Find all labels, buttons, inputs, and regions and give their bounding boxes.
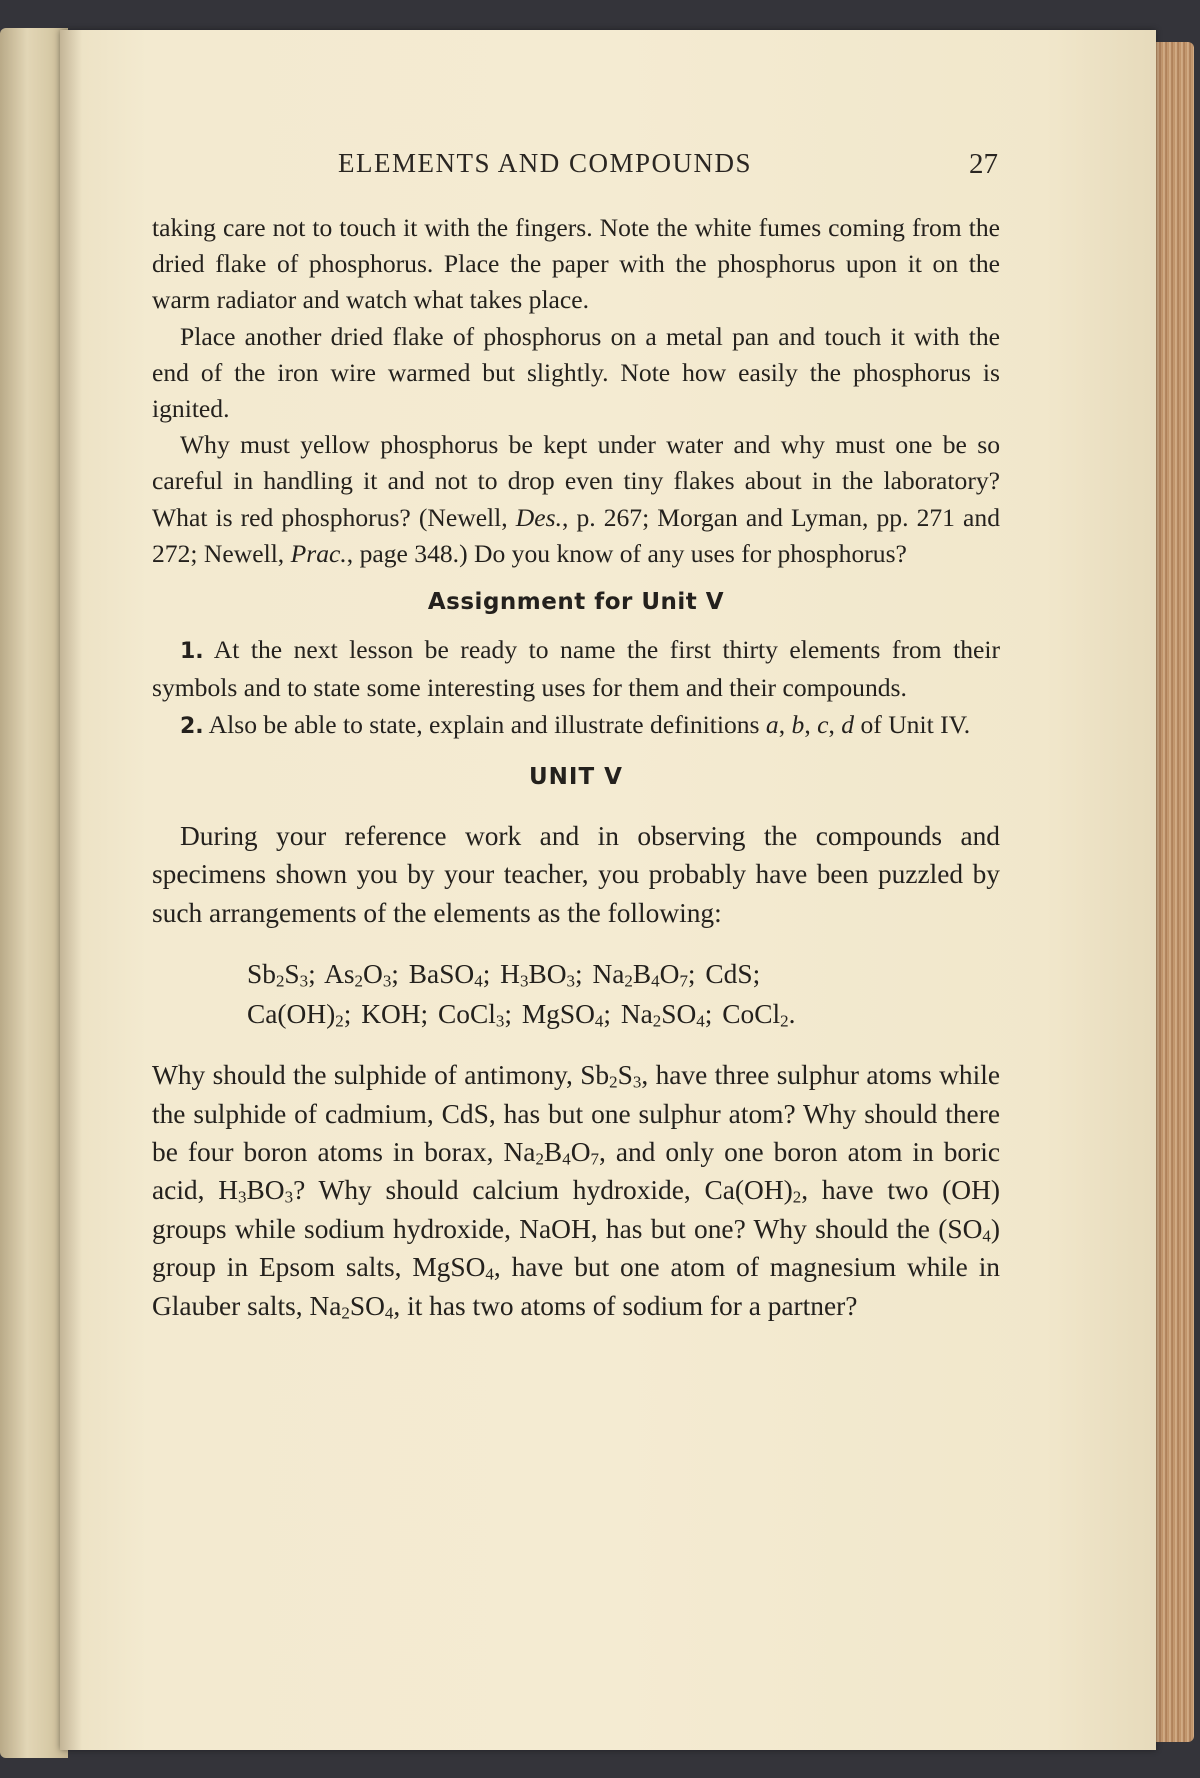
definition-c: c	[817, 709, 829, 739]
closing-text-4: ? Why should calcium hydroxide,	[293, 1175, 705, 1206]
p3-citation-des: Des.	[515, 502, 562, 532]
p3-citation-prac: Prac.	[290, 538, 347, 568]
p3-text-a: Why must yellow phosphorus be kept under water and why must one be so careful in handling it and not to drop even tiny flakes about in the laboratory? What is red phosphorus? (Newell,	[152, 430, 1000, 532]
definition-d: d	[841, 709, 855, 739]
formula: $As_2O_3$	[324, 959, 392, 991]
item-2-text: Also be able to state, explain and illustrate definitions	[208, 709, 760, 739]
running-head: ELEMENTS AND COMPOUNDS	[338, 148, 753, 178]
formula: CoCl$_2$	[722, 999, 789, 1031]
formula: MgSO$_4$	[521, 999, 604, 1031]
assignment-item-2: 2. Also be able to state, explain and illustrate definitions a, b, c, d of Unit IV.	[180, 709, 971, 739]
formula-row-1: $Sb_2S_3$; $As_2O_3$; BaSO$_4$; $H_3BO_3$; $Na_2B_4O_7$; CdS;	[247, 959, 761, 991]
closing-text-3: , and only one boron atom in boric acid,	[152, 1137, 1001, 1206]
assignment-item-1	[152, 632, 1000, 706]
p3-text-c: , p. 267; Morgan and Lyman, pp. 271 and 272; Newell,	[152, 502, 1000, 568]
paragraph-2: Place another dried flake of phosphorus on a metal pan and touch it with the end of the iron wire warmed but slightly. Note how easily the phosphorus is ignited.	[152, 321, 1000, 424]
assignment-heading: Assignment for Unit V	[427, 589, 725, 616]
formula: $Sb_2S_3$	[247, 959, 309, 991]
closing-text-8: , it has two atoms of sodium for a partner?	[393, 1290, 858, 1321]
definition-b: b	[791, 709, 805, 739]
item-1-number: 1.	[180, 639, 204, 665]
formula: BaSO$_4$	[408, 959, 483, 991]
formula: $Na_2B_4O_7$	[592, 959, 688, 991]
fore-edge	[1150, 42, 1194, 1742]
closing-text-7: , have but one atom of magnesium while in Glauber salts,	[152, 1252, 1000, 1321]
formula-list	[247, 954, 1000, 1034]
paragraph-3	[152, 427, 1000, 572]
item-1-text: At the next lesson be ready to name the first thirty elements from their symbols and to state some interesting uses for them and their compounds.	[152, 635, 1000, 703]
formula-inline: $Ca(OH)_2$	[704, 1175, 802, 1208]
formula: KOH	[361, 999, 421, 1030]
page-gutter-shadow	[60, 30, 82, 1750]
formula-inline: $H_3BO_3$	[218, 1175, 294, 1208]
p3-text-e: , page 348.) Do you know of any uses for phosphorus?	[346, 538, 907, 568]
formula-inline: $Na_2B_4O_7$	[503, 1137, 599, 1169]
formula-inline: $Sb_2S_3$	[580, 1060, 642, 1092]
formula-inline: $Na_2SO_4$	[309, 1290, 394, 1323]
page-header	[152, 148, 1000, 188]
closing-paragraph: Why should the sulphide of antimony, $Sb_2S_3$, have three sulphur atoms while the sulphide of cadmium, CdS, has but one sulphur atom? Why should there be four boron atoms in borax, $Na_2B_4O_7$, and only one boron atom in boric acid, $H_3BO_3$? Why should calcium hydroxide, $Ca(OH)_2$, have two (OH) groups while sodium hydroxide, NaOH, has but one? Why should the $(SO_4)$ group in Epsom salts, MgSO$_4$, have but one atom of magnesium while in Glauber salts, $Na_2SO_4$, it has two atoms of sodium for a partner?	[152, 1060, 1001, 1323]
formula-inline: $SO_4$	[947, 1213, 991, 1246]
closing-text-2: , have three sulphur atoms while the sulphide of cadmium, CdS, has but one sulphur atom? Why should there be four boron atoms in borax,	[152, 1060, 1000, 1168]
left-page-edge	[0, 28, 68, 1758]
closing-text-5: , have two (OH) groups while sodium hydroxide, NaOH, has but one? Why should the	[152, 1175, 1000, 1244]
formula-inline: MgSO$_4$	[412, 1252, 494, 1285]
closing-text-6: group in Epsom salts,	[152, 1252, 413, 1283]
formula-row-2: $Ca(OH)_2$; KOH; CoCl$_3$; MgSO$_4$; $Na_2SO_4$; CoCl$_2$.	[247, 999, 796, 1031]
item-2-tail: of Unit IV.	[860, 709, 971, 739]
formula: $H_3BO_3$	[500, 959, 575, 991]
page-number: 27	[969, 148, 998, 180]
page-body	[152, 210, 1000, 1325]
definition-a: a	[765, 709, 779, 739]
formula: $Ca(OH)_2$	[247, 999, 344, 1031]
unit-intro: During your reference work and in observing the compounds and specimens shown you by your teacher, you probably have been puzzled by such arrangements of the elements as the following:	[152, 821, 1000, 928]
formula: CdS	[705, 959, 753, 990]
paragraph-1: taking care not to touch it with the fingers. Note the white fumes coming from the dried flake of phosphorus. Place the paper with the phosphorus upon it on the warm radiator and watch what takes place.	[152, 213, 1000, 315]
formula: CoCl$_3$	[438, 999, 505, 1031]
unit-heading: UNIT V	[529, 763, 623, 790]
closing-text-1: Why should the sulphide of antimony,	[152, 1060, 581, 1091]
item-2-number: 2.	[180, 713, 204, 739]
formula: $Na_2SO_4$	[620, 999, 705, 1031]
